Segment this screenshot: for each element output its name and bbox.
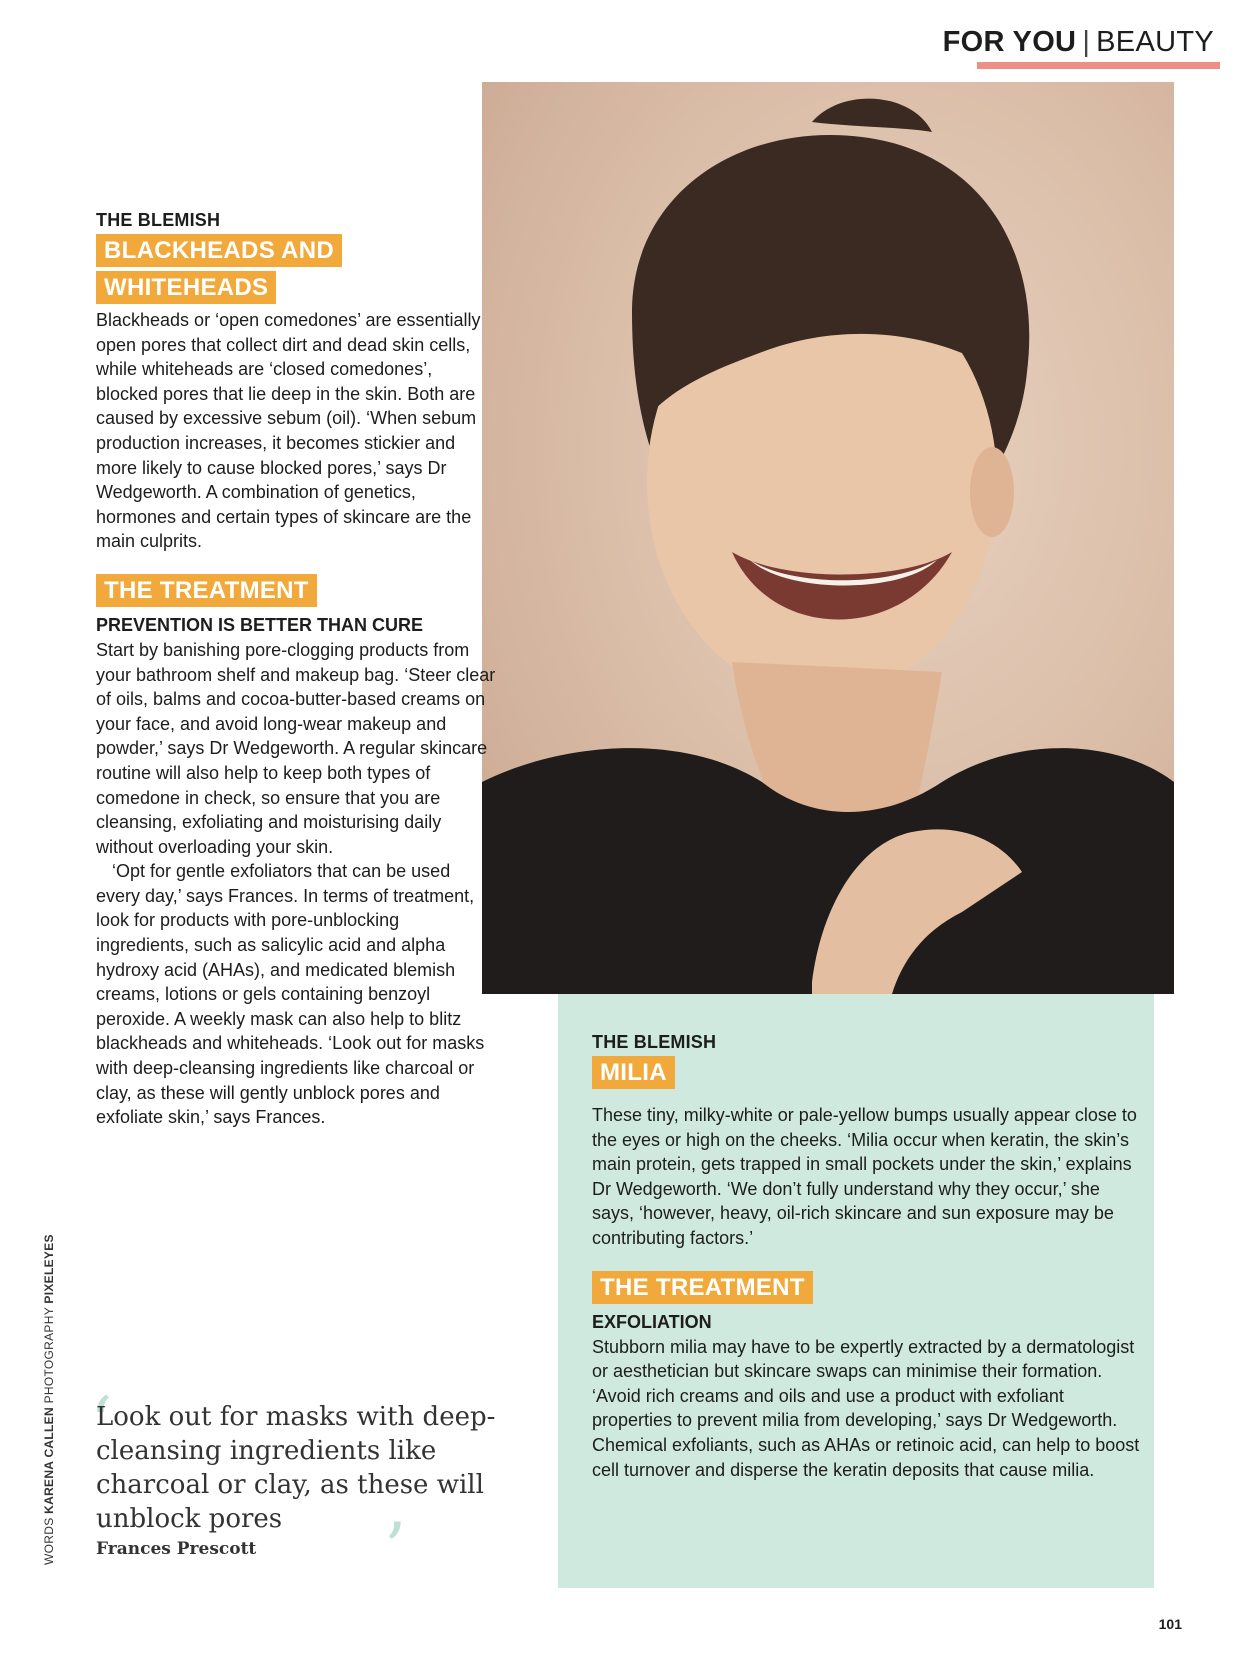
portrait-photo (482, 82, 1174, 994)
blemish-title-line-1: BLACKHEADS AND (96, 234, 342, 267)
milia-kicker: THE BLEMISH (592, 1032, 717, 1052)
milia-title: MILIA (592, 1056, 675, 1089)
page-number: 101 (1158, 1616, 1182, 1632)
photo-credit (42, 1234, 56, 1565)
treatment-subhead: PREVENTION IS BETTER THAN CURE (96, 614, 424, 635)
milia-intro: These tiny, milky-white or pale-yellow bumps usually appear close to the eyes or high on the cheeks. ‘Milia occur when keratin, the skin’s main protein, gets trapped in small pockets under the skin,’ explains Dr Wedgeworth. ‘We don’t fully understand why they occur,’ she says, ‘however, heavy, oil-rich skincare and sun exposure may be contributing factors.’ (592, 1105, 1137, 1248)
header-separator: | (1082, 26, 1091, 58)
words-label: WORDS (42, 1517, 56, 1565)
blemish-title-line-2: WHITEHEADS (96, 271, 276, 304)
milia-panel (558, 994, 1154, 1588)
milia-treatment-tag: THE TREATMENT (592, 1271, 813, 1304)
pull-quote-attribution: Frances Prescott (96, 1539, 257, 1559)
open-quote-icon: ‘ (90, 1382, 113, 1464)
ear-shape (970, 447, 1014, 537)
close-quote-icon: ’ (384, 1508, 407, 1590)
milia-treatment-body: Stubborn milia may have to be expertly extracted by a dermatologist or aesthetician but skincare swaps can minimise their formation. ‘Avoid rich creams and oils and use a product with exfoliant properties to prevent milia from developing,’ says Dr Wedgeworth. Chemical exfoliants, such as AHAs or retinoic acid, can help to boost cell turnover and disperse the keratin deposits that cause milia. (592, 1336, 1140, 1480)
pull-quote-text: Look out for masks with deep-cleansing ingredients like charcoal or clay, as these will unblock pores (96, 1402, 496, 1534)
blemish-kicker: THE BLEMISH (96, 210, 221, 230)
words-name: KARENA CALLEN (42, 1407, 56, 1514)
treatment-tag: THE TREATMENT (96, 574, 317, 607)
section-label: FOR YOU (942, 26, 1077, 58)
header-rule (977, 62, 1220, 69)
photography-label: PHOTOGRAPHY (42, 1307, 56, 1404)
milia-treatment-subhead: EXFOLIATION (592, 1311, 712, 1332)
subsection-label: BEAUTY (1096, 26, 1214, 58)
page-header (943, 22, 1214, 62)
treatment-paragraph-2: ‘Opt for gentle exfoliators that can be used every day,’ says Frances. In terms of treatment, look for products with pore-unblocking ingredients, such as salicylic acid and alpha hydroxy acid (AHAs), and medicated blemish creams, lotions or gels containing benzoyl peroxide. A weekly mask can also help to blitz blackheads and whiteheads. ‘Look out for masks with deep-cleansing ingredients like charcoal or clay, as these will gently unblock pores and exfoliate skin,’ says Frances. (96, 861, 485, 1128)
blackheads-intro: Blackheads or ‘open comedones’ are essentially open pores that collect dirt and dead skin cells, while whiteheads are ‘closed comedones’, blocked pores that lie deep in the skin. Both are caused by excessive sebum (oil). ‘When sebum production increases, it becomes stickier and more likely to cause blocked pores,’ says Dr Wedgeworth. A combination of genetics, hormones and certain types of skincare are the main culprits. (96, 310, 481, 552)
treatment-paragraph-1: Start by banishing pore-clogging products from your bathroom shelf and makeup bag. ‘Steer clear of oils, balms and cocoa-butter-based creams on your face, and avoid long-wear makeup and powder,’ says Dr Wedgeworth. A regular skincare routine will also help to keep both types of comedone in check, so ensure that you are cleansing, exfoliating and moisturising daily without overloading your skin. (96, 639, 496, 857)
blackheads-column (96, 206, 496, 1130)
pull-quote (90, 1382, 516, 1590)
bun-shape (812, 99, 932, 132)
photography-name: PIXELEYES (42, 1234, 56, 1304)
portrait-illustration (482, 82, 1174, 994)
